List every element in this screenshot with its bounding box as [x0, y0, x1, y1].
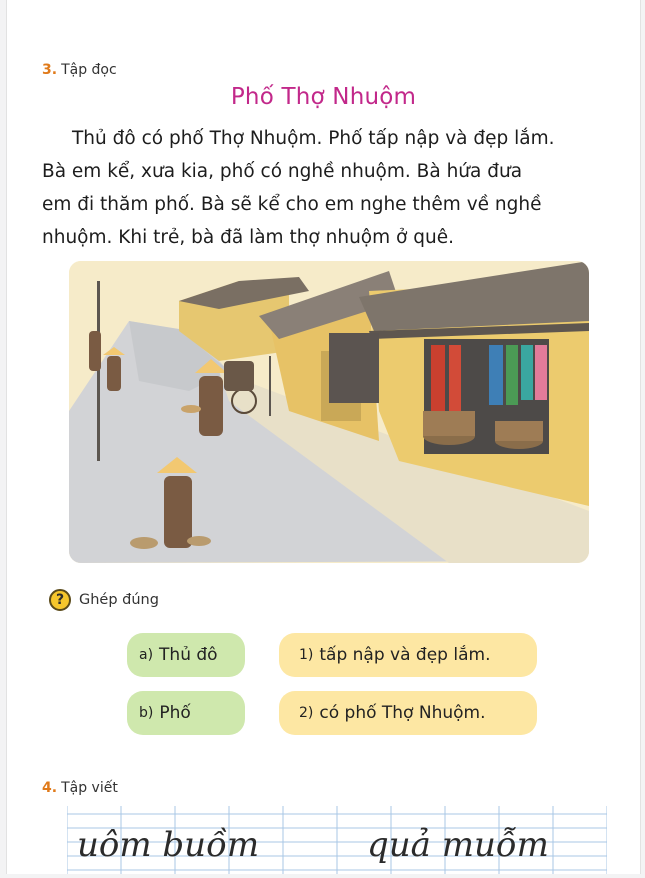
section-4-heading	[42, 780, 118, 796]
section-3-title: Tập đọc	[61, 62, 117, 78]
match-right-2-key: 2)	[299, 705, 314, 721]
match-left-a-text: Thủ đô	[159, 645, 218, 665]
section-3-number: 3.	[42, 62, 58, 78]
reading-line: nhuộm. Khi trẻ, bà đã làm thợ nhuộm ở quê.	[42, 227, 454, 248]
match-left-b[interactable]	[127, 691, 245, 735]
match-right-2-text: có phố Thợ Nhuộm.	[319, 703, 486, 723]
reading-line: Thủ đô có phố Thợ Nhuộm. Phố tấp nập và đẹp lắm.	[72, 128, 555, 149]
textbook-page	[6, 0, 641, 874]
match-right-2[interactable]	[279, 691, 537, 735]
lesson-title: Phố Thợ Nhuộm	[230, 84, 417, 110]
handwriting-practice	[67, 806, 607, 874]
match-right-1-text: tấp nập và đẹp lắm.	[319, 645, 491, 665]
section-4-number: 4.	[42, 780, 58, 796]
handwriting-grid	[67, 806, 607, 874]
reading-passage	[42, 122, 617, 254]
match-right-1[interactable]	[279, 633, 537, 677]
reading-line: em đi thăm phố. Bà sẽ kể cho em nghe thêm về nghề	[42, 194, 542, 215]
section-3-heading	[42, 62, 117, 78]
match-left-a[interactable]	[127, 633, 245, 677]
handwriting-word-2: quả muỗm	[367, 825, 549, 865]
match-left-b-text: Phố	[159, 703, 191, 723]
street-scene-illustration	[69, 261, 589, 563]
match-left-b-key: b)	[139, 705, 154, 721]
match-right-1-key: 1)	[299, 647, 314, 663]
reading-line: Bà em kể, xưa kia, phố có nghề nhuộm. Bà hứa đưa	[42, 161, 523, 182]
handwriting-word-1: uôm buồm	[77, 825, 260, 865]
question-mark-icon: ?	[49, 589, 71, 611]
exercise-label: Ghép đúng	[79, 592, 159, 608]
match-left-a-key: a)	[139, 647, 154, 663]
section-4-title: Tập viết	[61, 780, 118, 796]
